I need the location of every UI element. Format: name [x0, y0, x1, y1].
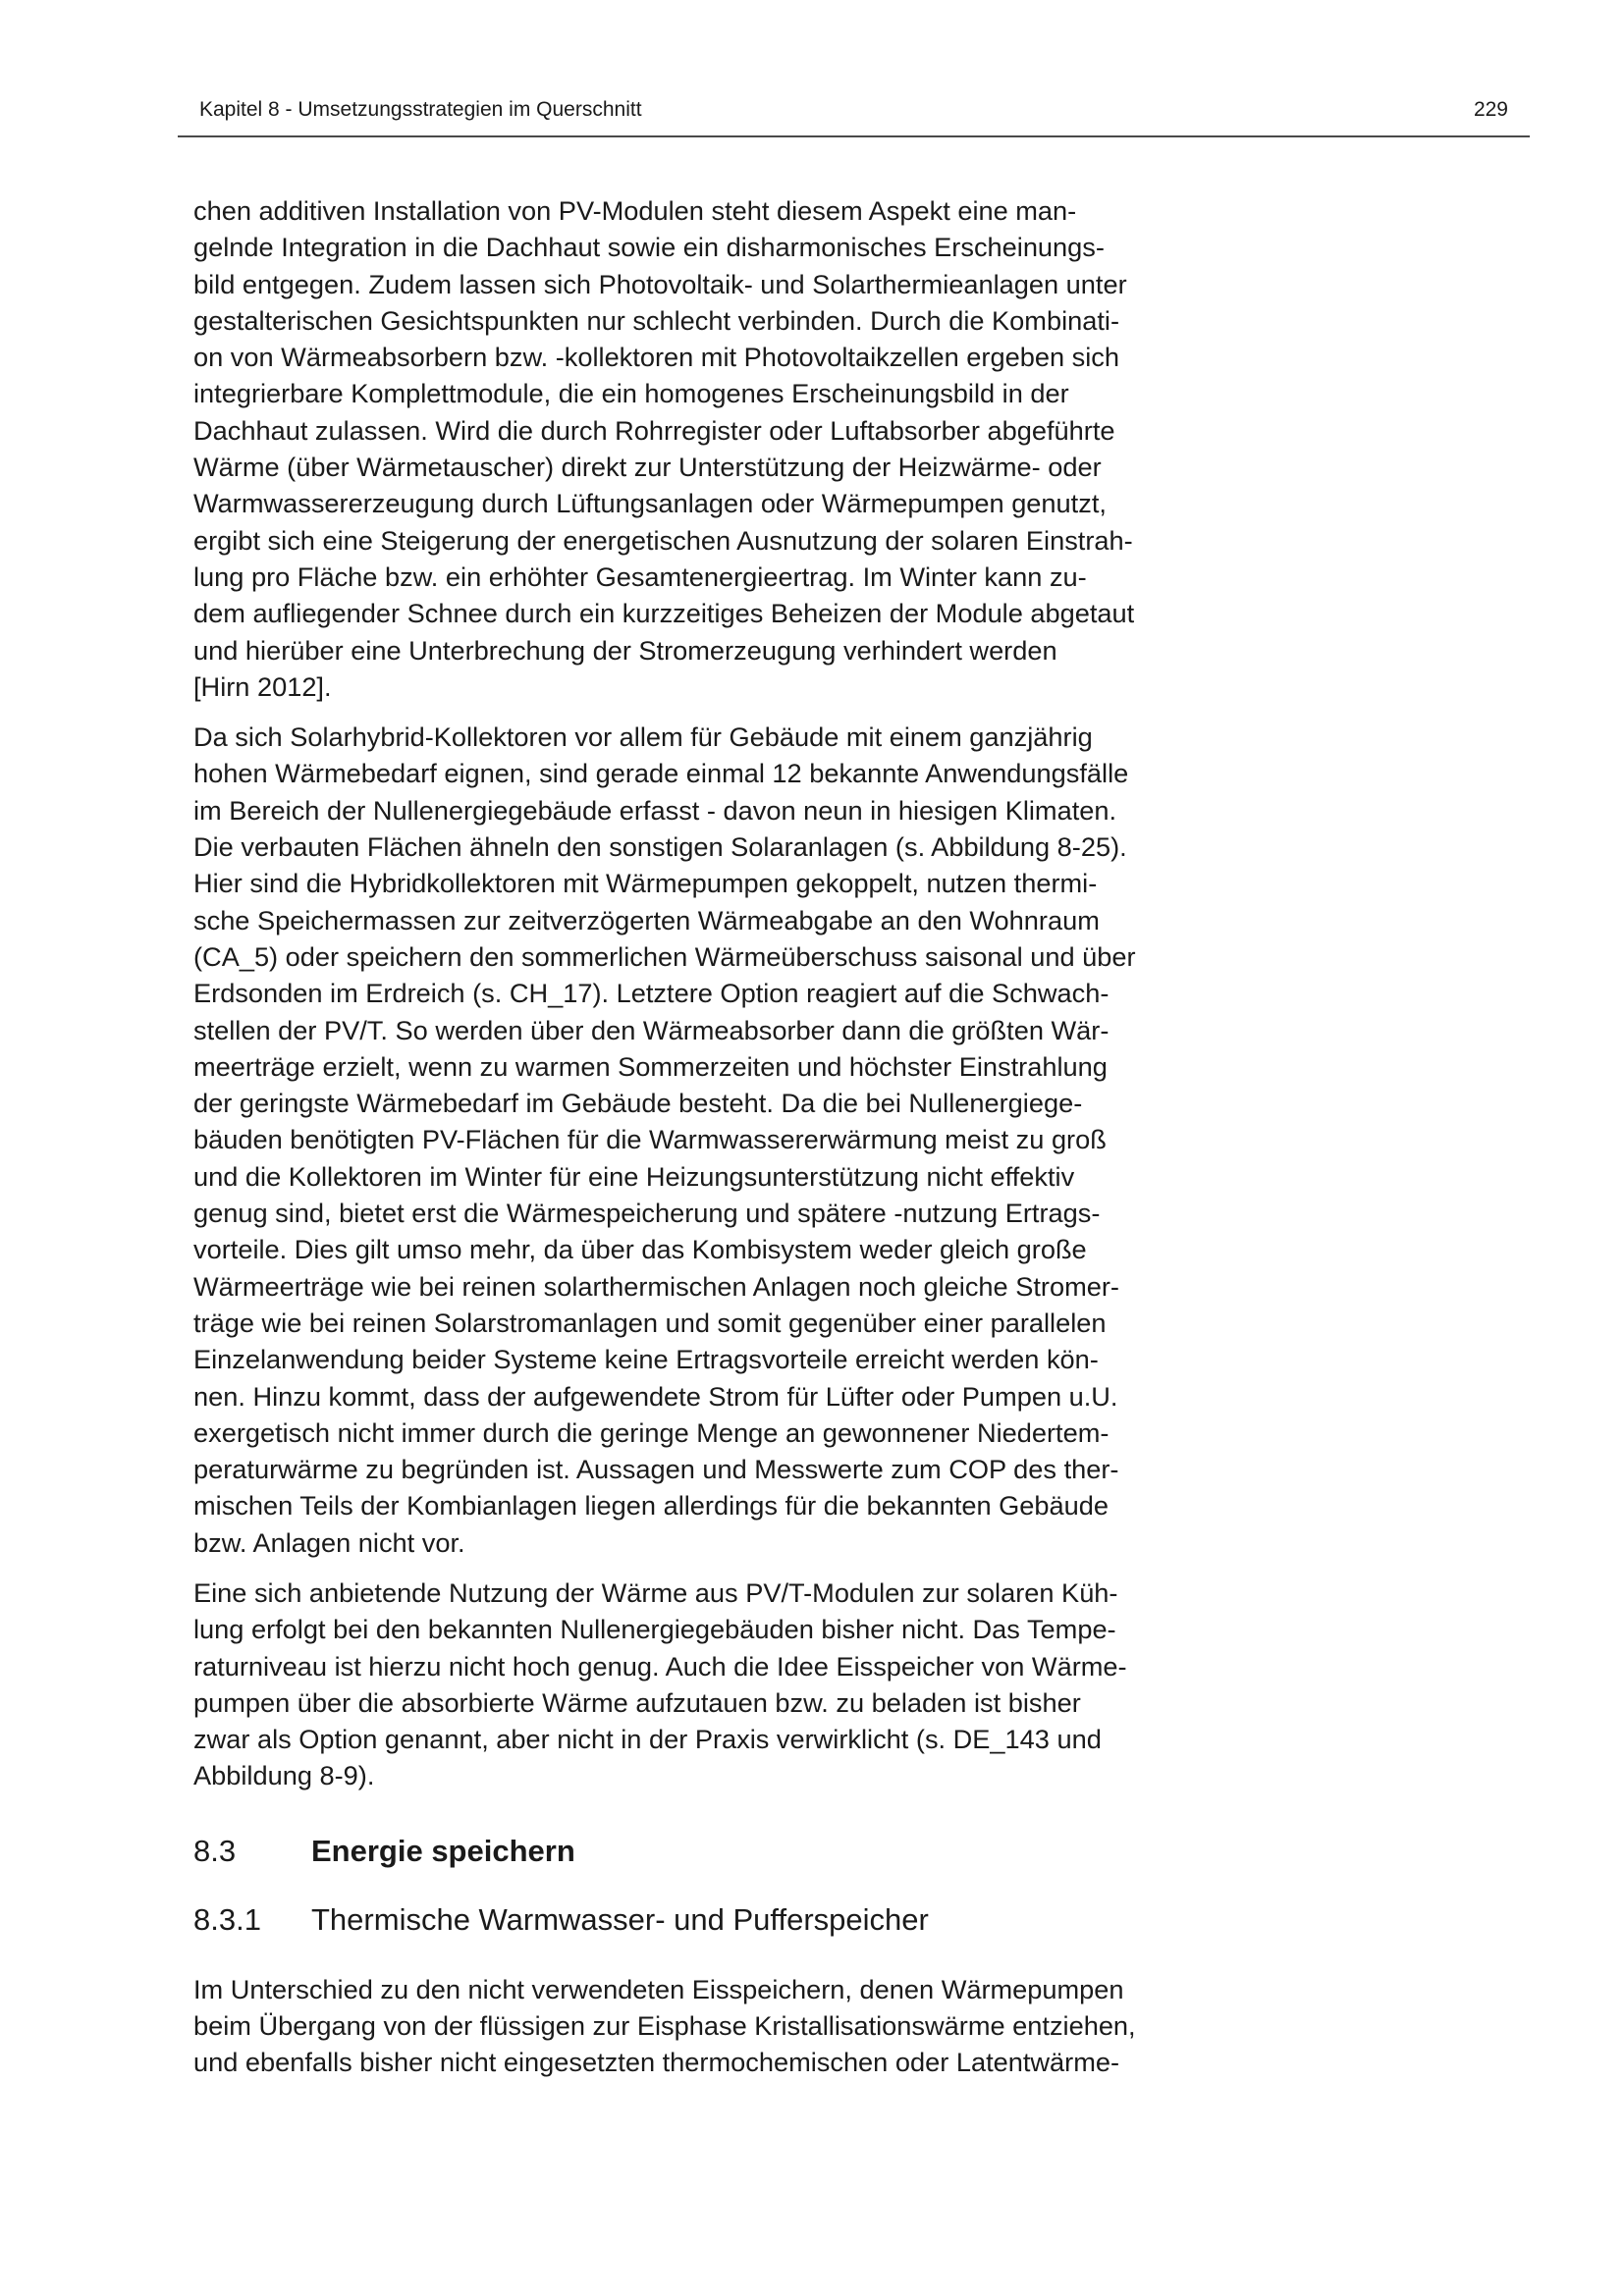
subsection-heading: [193, 1902, 1175, 1938]
section-title: Energie speichern: [311, 1833, 575, 1868]
page-number: 229: [1473, 98, 1508, 121]
running-header: [178, 98, 1530, 137]
chapter-title: Kapitel 8 - Umsetzungsstrategien im Querschnitt: [199, 98, 642, 121]
subsection-title: Thermische Warmwasser- und Pufferspeicher: [311, 1901, 929, 1937]
paragraph: Da sich Solarhybrid-Kollektoren vor allem für Gebäude mit einem ganzjährig hohen Wärmebedarf eignen, sind gerade einmal 12 bekannte Anwendungsfälle im Bereich der Nullenergiegebäude erfasst - davon neun in hiesigen Klimaten. Die verbauten Flächen ähneln den sonstigen Solaranlagen (s. Abbildung 8-25). Hier sind die Hybridkollektoren mit Wärmepumpen gekoppelt, nutzen thermi- sche Speichermassen zur zeitverzögerten Wärmeabgabe an den Wohnraum (CA_5) oder speichern den sommerlichen Wärmeüberschuss saisonal und über Erdsonden im Erdreich (s. CH_17). Letztere Option reagiert auf die Schwach- stellen der PV/T. So werden über den Wärmeabsorber dann die größten Wär- meerträge erzielt, wenn zu warmen Sommerzeiten und höchster Einstrahlung der geringste Wärmebedarf im Gebäude besteht. Da die bei Nullenergiege- bäuden benötigten PV-Flächen für die Warmwassererwärmung meist zu groß und die Kollektoren im Winter für eine Heizungsunterstützung nicht effektiv genug sind, bietet erst die Wärmespeicherung und spätere -nutzung Ertrags- vorteile. Dies gilt umso mehr, da über das Kombisystem weder gleich große Wärmeerträge wie bei reinen solarthermischen Anlagen noch gleiche Stromer- träge wie bei reinen Solarstromanlagen und somit gegenüber einer parallelen Einzelanwendung beider Systeme keine Ertragsvorteile erreicht werden kön- nen. Hinzu kommt, dass der aufgewendete Strom für Lüfter oder Pumpen u.U. exergetisch nicht immer durch die geringe Menge an gewonnener Niedertem- peraturwärme zu begründen ist. Aussagen und Messwerte zum COP des ther- mischen Teils der Kombianlagen liegen allerdings für die bekannten Gebäude bzw. Anlagen nicht vor.: [193, 721, 1136, 1558]
body-text: [193, 192, 1175, 2095]
section-heading: [193, 1834, 1175, 1869]
paragraph: chen additiven Installation von PV-Modulen steht diesem Aspekt eine man- gelnde Integration in die Dachhaut sowie ein disharmonisches Erscheinungs- bild entgegen. Zudem lassen sich Photovoltaik- und Solarthermieanlagen unter gestalterischen Gesichtspunkten nur schlecht verbinden. Durch die Kombinati- on von Wärmeabsorbern bzw. -kollektoren mit Photovoltaikzellen ergeben sich integrierbare Komplettmodule, die ein homogenes Erscheinungsbild in der Dachhaut zulassen. Wird die durch Rohrregister oder Luftabsorber abgeführte Wärme (über Wärmetauscher) direkt zur Unterstützung der Heizwärme- oder Warmwassererzeugung durch Lüftungsanlagen oder Wärmepumpen genutzt, ergibt sich eine Steigerung der energetischen Ausnutzung der solaren Einstrah- lung pro Fläche bzw. ein erhöhter Gesamtenergieertrag. Im Winter kann zu- dem aufliegender Schnee durch ein kurzzeitiges Beheizen der Module abgetaut und hierüber eine Unterbrechung der Stromerzeugung verhindert werden [Hirn 2012].: [193, 195, 1135, 702]
paragraph: Im Unterschied zu den nicht verwendeten Eisspeichern, denen Wärmepumpen beim Übergang von der flüssigen zur Eisphase Kristallisationswärme entziehen, und ebenfalls bisher nicht eingesetzten thermochemischen oder Latentwärme-: [193, 1973, 1136, 2078]
section-number: 8.3: [193, 1833, 237, 1868]
paragraph: Eine sich anbietende Nutzung der Wärme aus PV/T-Modulen zur solaren Küh- lung erfolgt bei den bekannten Nullenergiegebäuden bisher nicht. Das Tempe- raturniveau ist hierzu nicht hoch genug. Auch die Idee Eisspeicher von Wärme- pumpen über die absorbierte Wärme aufzutauen bzw. zu beladen ist bisher zwar als Option genannt, aber nicht in der Praxis verwirklicht (s. DE_143 und Abbildung 8-9).: [193, 1576, 1127, 1791]
subsection-number: 8.3.1: [193, 1901, 261, 1937]
